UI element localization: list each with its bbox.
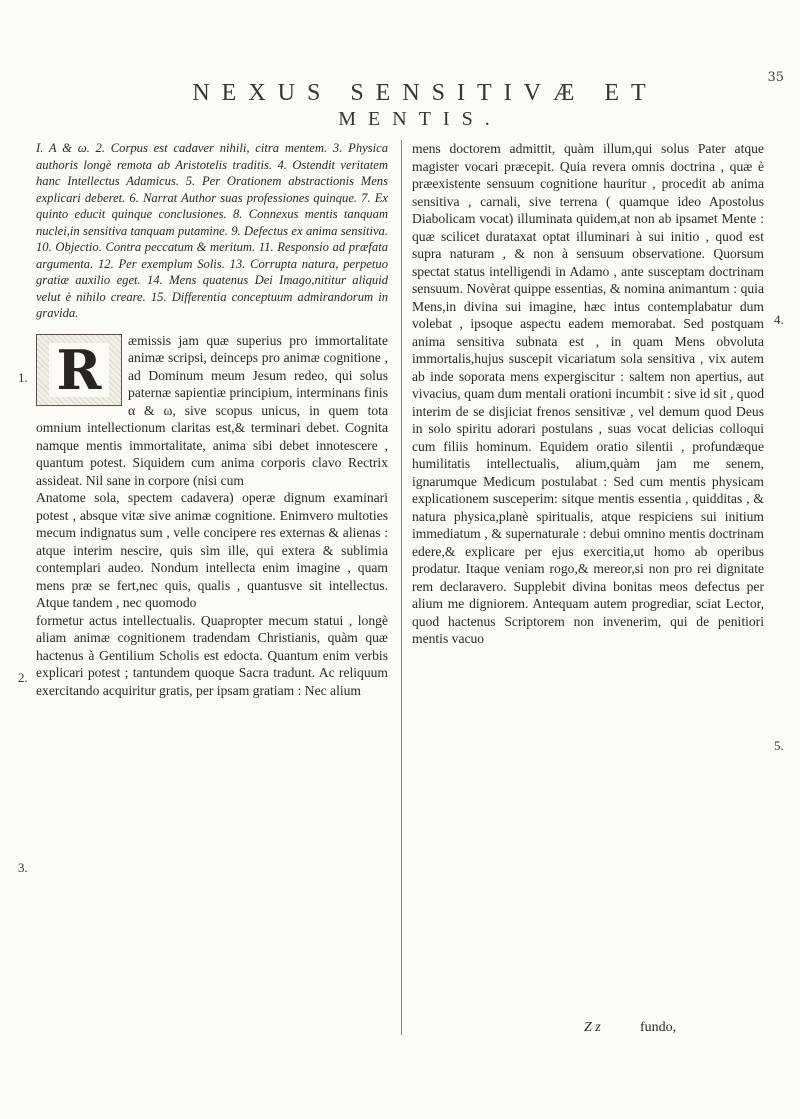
left-column [36, 140, 388, 699]
paragraph-1: æmissis jam quæ superius pro immortalitate animæ scripsi, deinceps pro animæ cognitione , ad Dominum meum Jesum redeo, qui solus paternæ sapientiæ principium, interminans finis α & ω, sive scopus unicus, in quem tota omnium intellectionum claritas est,& terminari debet. Cognita namque mentis immortalitate, anima sibi debet innotescere , quantum potest. Siquidem cum anima corporis clavo Rectrix assideat. Nil sane in corpore (nisi cum [36, 332, 388, 488]
chapter-argument: I. A & ω. 2. Corpus est cadaver nihili, citra mentem. 3. Physica authoris longè remota ab Aristotelis traditis. 4. Ostendit veritatem hanc Intellectus Adamicus. 5. Per Orationem abstractionis Mens explicari deberet. 6. Narrat Author suas professiones quinque. 7. Ex quinto educit quinque conclusiones. 8. Connexus mentis tanquam nuclei,in sensitiva tanquam putamine. 9. Defectus ex anima sensitiva. 10. Objectio. Contra peccatum & meritum. 11. Responsio ad præfata argumenta. 12. Per exemplum Solis. 13. Corrupta natura, perpetuo gratiæ auxilio eget. 14. Mens quatenus Dei Imago,nititur aliquid velut è nihilo creare. 15. Differentia conceptuum admirandorum in gravida. [36, 141, 388, 320]
running-head-line-1: NEXUS SENSITIVÆ ET [192, 80, 658, 106]
paragraph-2: Anatome sola, spectem cadavera) operæ dignum examinari potest , absque vitæ sive animæ cognitione. Enimvero multoties mecum indignatus sum , velle concipere res externas & alienas : atque interim nescire, quis sim ille, qui extera & sublimia contemplari audeo. Nondum intellecta enim imagine , quam mens præ se fert,nec quis, qualis , quantusve sit intellectus. Atque tandem , nec quomodo [36, 490, 388, 610]
margin-number-5: 5. [774, 738, 784, 753]
column-divider [401, 140, 402, 1035]
initial-letter: R [49, 343, 110, 397]
right-column-text: mens doctorem admittit, quàm illum,qui solus Pater atque magister vocari præcepit. Quia revera omnis doctrina , quæ è præexistente sensuum cognitione hauritur , procedit ab anima sensitiva , carnali, sive terrena ( quamque ideo Apostolus Diabolicam vocat) illuminata quidem,at non ab ipsamet Mente : quæ scilicet durataxat optat illuminari à sui initio , quod est supra naturam , & non à sensuum observatione. Quorsum spectat status intelligendi in Adamo , ante susceptam doctrinam sensuum. Novèrat quippe essentias, & nomina animantum : quia Mens,in divina sui imagine, hæc intus contemplabatur dum volebat , ipsoque aspectu eadem memorabat. Sed postquam anima sensitiva subnata est , in quam Mens obvoluta immortalis,hujus suscepit vicariatum sola sensitiva , vix autem ab inde soporata mens expergiscitur : saltem non apertius, aut vivacius, quam dum mentali orationi incumbit : sive id sit , quod interim de se disjiciat frenos sensitivæ , vel demum quod Deus in solo spiritu adorari postulans , suas vocat delicias colloqui cum filiis hominum. Equidem oratio silentii , profundæque humilitatis intellectualis, alium,quàm jam me senem, ignarumque Medicum postulabat : Sed cum mentis physicam explicationem susceperim: sitque mentis essentia , quidditas , & natura physica,planè spiritualis, atque respiciens sui initium immediatum , & supernaturale : debui omnino mentis doctrinam edere,& explicare per ejus exercitia,ut homo ab operibus prodatur. Itaque veniam rogo,& mereor,si non pro rei dignitate rem declaravero. Supplebit divina bonitas meos defectus per alium me digniorem. Antequam autem progrediar, sciat Lector, quod hactenus Scriptorem non invenerim, qui de penitiori mentis vacuo [412, 141, 764, 646]
opening-paragraph-block [36, 332, 388, 490]
margin-number-1: 1. [18, 370, 28, 385]
right-column [412, 140, 764, 648]
signature-mark: Z z [584, 1020, 601, 1035]
catchword: fundo, [640, 1020, 677, 1035]
running-head [40, 80, 800, 132]
decorated-initial-letter [36, 334, 122, 406]
page-number: 35 [767, 70, 784, 85]
margin-number-4: 4. [774, 312, 784, 327]
margin-number-3: 3. [18, 860, 28, 875]
running-head-line-2: MENTIS. [338, 108, 502, 130]
margin-number-2: 2. [18, 670, 28, 685]
paragraph-3: formetur actus intellectualis. Quapropter mecum statui , longè aliam animæ cognitionem tradendam Christianis, quàm quæ hactenus à Gentilium Scholis est edocta. Quantum enim verbis explicari potest ; tantundem quoque Sacra tradunt. Ac reliquum exercitando acquiritur gratis, per ipsam gratiam : Nec alium [36, 612, 388, 698]
